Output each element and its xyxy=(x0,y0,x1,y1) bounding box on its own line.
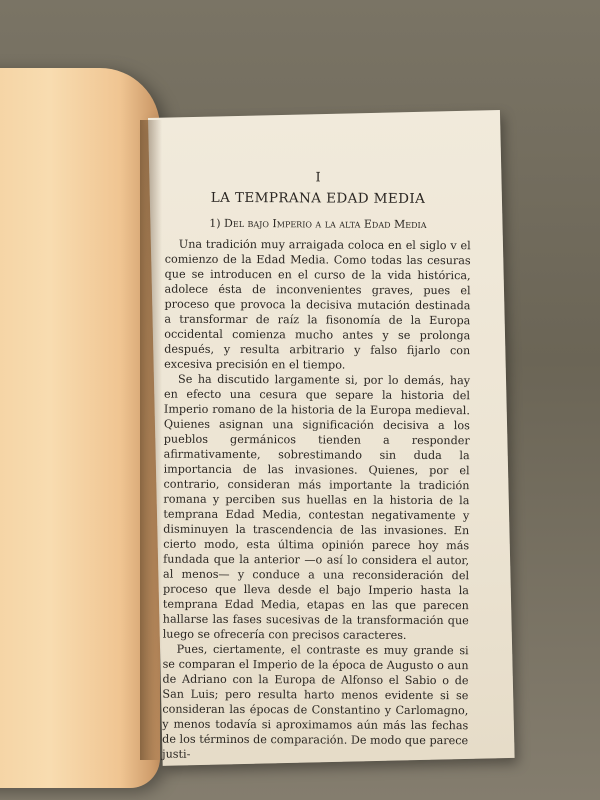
book-gutter xyxy=(140,120,162,760)
chapter-title: LA TEMPRANA EDAD MEDIA xyxy=(210,189,426,207)
paragraph-1: Una tradición muy arraigada coloca en el siglo v el comienzo de la Edad Media. Como todas las cesuras que se introducen en el curso de la vida histórica, adolece ésta de inconvenientes graves, pues el proceso que provoca la decisiva mutación destinada a transformar de raíz la fisonomía de la Europa occidental comienza mucho antes y se prolonga después, y resulta arbitrario y falso fijarlo con excesiva precisión en el tiempo. xyxy=(164,237,471,372)
chapter-number: I xyxy=(315,170,321,186)
page-text xyxy=(162,170,471,764)
right-page xyxy=(148,110,515,766)
left-page xyxy=(0,68,160,788)
section-heading: 1) Del bajo Imperio a la alta Edad Media xyxy=(209,216,427,231)
paragraph-3: Pues, ciertamente, el contraste es muy grande si se comparan el Imperio de la época de Augusto o aun de Adriano con la Europa de Alfonso el Sabio o de San Luis; pero resulta harto menos evidente si se consideran las épocas de Constantino y Carlomagno, y menos todavía si aproximamos aún más las fechas de los términos de comparación. De modo que parece justi- xyxy=(162,642,469,761)
paragraph-2: Se ha discutido largamente si, por lo demás, hay en efecto una cesura que separe la historia del Imperio romano de la historia de la Europa medieval. Quienes asignan una significación decisiva a los pueblos germánicos tienden a responder afirmativamente, sobrestimando sin duda la importancia de las invasiones. Quienes, por el contrario, consideran más importante la tradición romana y perciben sus huellas en la historia de la temprana Edad Media, contestan negativamente y disminuyen la trascendencia de las invasiones. En cierto modo, esta última opinión parece hoy más fundada que la anterior —o así lo considera el autor, al menos— y conduce a una reconsideración del proceso que lleva desde el bajo Imperio hasta la temprana Edad Media, etapas en las que parecen hallarse las fases sucesivas de la transformación que luego se ofrecería con precisos caracteres. xyxy=(162,372,471,642)
